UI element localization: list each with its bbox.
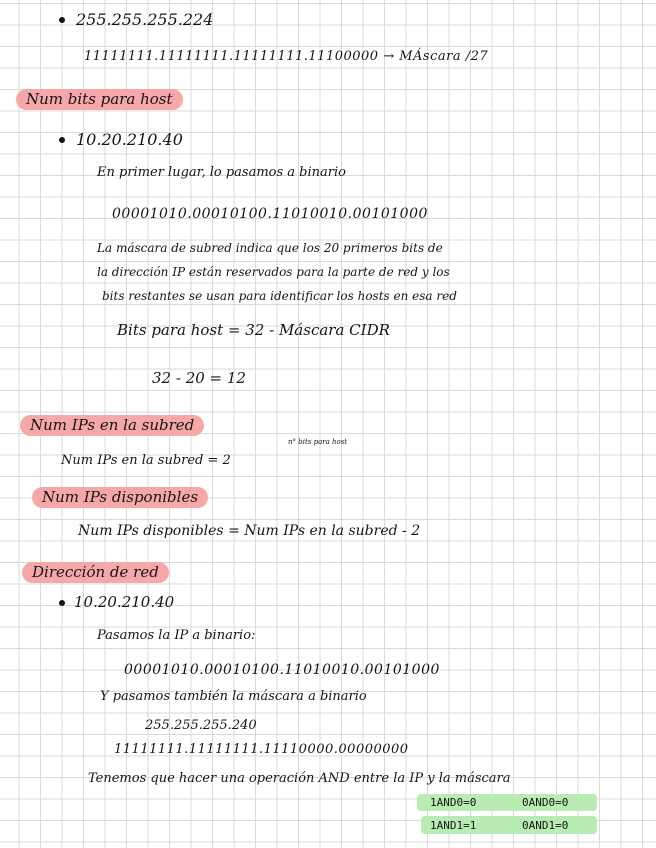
bullet <box>59 17 65 23</box>
section-header-ips-disponibles: Num IPs disponibles <box>32 487 208 508</box>
section-header-bits-host: Num bits para host <box>16 89 183 110</box>
and-rule: 0AND0=0 <box>522 796 569 809</box>
num-ips-exponent: n° bits para host <box>288 438 348 446</box>
mask-binary: 11111111.11111111.11111111.11100000 → MÁscara /27 <box>84 49 489 64</box>
ips-disponibles-formula: Num IPs disponibles = Num IPs en la subred - 2 <box>78 523 421 539</box>
section-header-num-ips: Num IPs en la subred <box>20 415 204 436</box>
and-operation-text: Tenemos que hacer una operación AND entre la IP y la máscara <box>88 771 511 786</box>
ip-binary: 00001010.00010100.11010010.00101000 <box>112 206 428 222</box>
section-header-direccion-red: Dirección de red <box>22 562 169 583</box>
bits-formula: Bits para host = 32 - Máscara CIDR <box>117 321 390 339</box>
and-rule: 0AND1=0 <box>522 819 569 832</box>
bullet <box>59 137 65 143</box>
pasamos-mascara-text: Y pasamos también la máscara a binario <box>100 689 367 704</box>
mask2-dotted: 255.255.255.240 <box>145 718 257 733</box>
mask2-binary: 11111111.11111111.11110000.00000000 <box>114 742 409 757</box>
first-step-text: En primer lugar, lo pasamos a binario <box>97 165 346 180</box>
explanation-line-2: la dirección IP están reservados para la parte de red y los <box>97 265 450 279</box>
mask-dotted: 255.255.255.224 <box>76 10 214 29</box>
ip-address-2: 10.20.210.40 <box>74 593 175 611</box>
and-rule: 1AND1=1 <box>430 819 477 832</box>
ip-binary-2: 00001010.00010100.11010010.00101000 <box>124 662 440 678</box>
explanation-line-1: La máscara de subred indica que los 20 primeros bits de <box>97 241 443 255</box>
num-ips-formula: Num IPs en la subred = 2 <box>61 453 231 468</box>
explanation-line-3: bits restantes se usan para identificar los hosts en esa red <box>102 289 457 303</box>
bits-calculation: 32 - 20 = 12 <box>152 369 246 387</box>
and-rule: 1AND0=0 <box>430 796 477 809</box>
ip-address: 10.20.210.40 <box>76 130 183 149</box>
pasamos-ip-text: Pasamos la IP a binario: <box>97 628 256 643</box>
bullet <box>59 600 65 606</box>
